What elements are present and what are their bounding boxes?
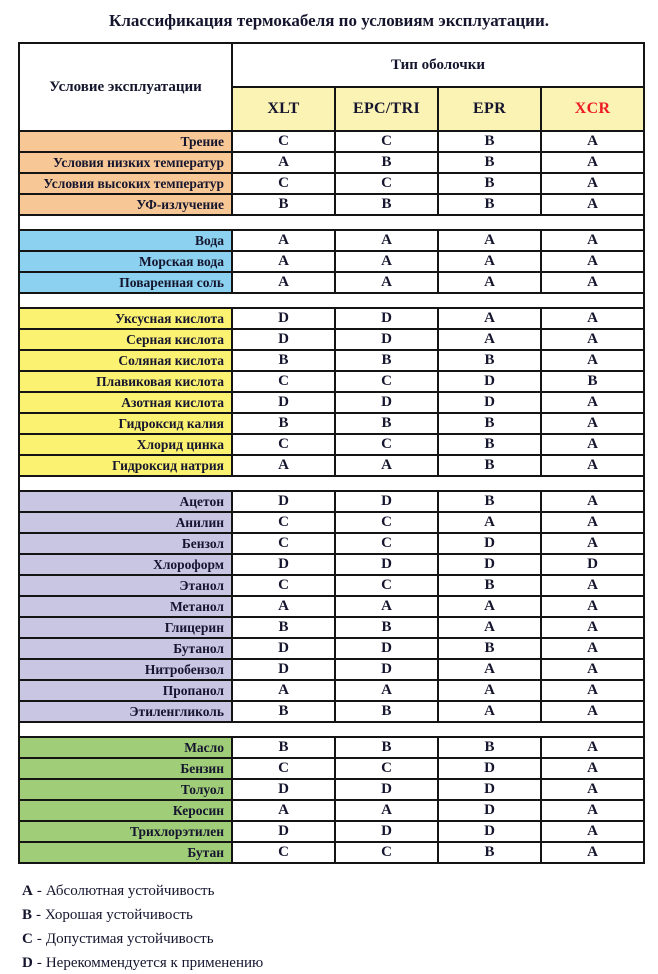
grade-cell: A xyxy=(438,512,541,533)
grade-cell: D xyxy=(438,392,541,413)
legend-item-b xyxy=(22,906,658,925)
grade-cell: A xyxy=(541,413,644,434)
grade-cell: A xyxy=(541,455,644,476)
grade-cell: A xyxy=(438,230,541,251)
grade-cell: D xyxy=(541,554,644,575)
grade-cell: A xyxy=(541,350,644,371)
row-label: Пропанол xyxy=(19,680,232,701)
table-row xyxy=(19,413,644,434)
table-row xyxy=(19,329,644,350)
table-row xyxy=(19,392,644,413)
row-label: Метанол xyxy=(19,596,232,617)
grade-cell: A xyxy=(541,230,644,251)
grade-cell: B xyxy=(438,737,541,758)
grade-cell: D xyxy=(232,821,335,842)
grade-cell: A xyxy=(335,272,438,293)
grade-cell: C xyxy=(232,533,335,554)
grade-cell: B xyxy=(335,152,438,173)
legend-key: A xyxy=(22,883,33,899)
column-header-xcr: XCR xyxy=(541,87,644,131)
grade-cell: A xyxy=(232,251,335,272)
table-row xyxy=(19,251,644,272)
legend-separator: - xyxy=(36,931,42,947)
grade-cell: A xyxy=(232,800,335,821)
grade-cell: B xyxy=(232,350,335,371)
row-label: Этиленгликоль xyxy=(19,701,232,722)
grade-cell: C xyxy=(335,173,438,194)
grade-cell: B xyxy=(335,617,438,638)
table-row xyxy=(19,554,644,575)
grade-cell: D xyxy=(335,491,438,512)
grade-cell: B xyxy=(438,152,541,173)
grade-cell: B xyxy=(438,194,541,215)
grade-cell: D xyxy=(438,371,541,392)
grade-cell: B xyxy=(438,173,541,194)
row-label: Бутанол xyxy=(19,638,232,659)
row-label: Морская вода xyxy=(19,251,232,272)
grade-cell: B xyxy=(438,131,541,152)
grade-cell: A xyxy=(335,680,438,701)
grade-cell: A xyxy=(438,701,541,722)
grade-cell: A xyxy=(541,308,644,329)
grade-cell: D xyxy=(232,491,335,512)
row-label: Бутан xyxy=(19,842,232,863)
table-row xyxy=(19,512,644,533)
row-label: Серная кислота xyxy=(19,329,232,350)
grade-cell: B xyxy=(335,701,438,722)
grade-cell: A xyxy=(541,272,644,293)
grade-cell: D xyxy=(438,533,541,554)
row-label: Условия низких температур xyxy=(19,152,232,173)
table-row xyxy=(19,800,644,821)
grade-cell: A xyxy=(541,512,644,533)
grade-cell: C xyxy=(232,758,335,779)
row-label: Этанол xyxy=(19,575,232,596)
table-row xyxy=(19,455,644,476)
grade-cell: C xyxy=(335,533,438,554)
header-row-top xyxy=(19,43,644,87)
grade-cell: C xyxy=(335,575,438,596)
grade-cell: A xyxy=(541,173,644,194)
grade-cell: D xyxy=(438,800,541,821)
legend-desc: Абсолютная устойчивость xyxy=(45,883,215,899)
grade-cell: A xyxy=(541,821,644,842)
grade-cell: D xyxy=(232,308,335,329)
grade-cell: C xyxy=(232,131,335,152)
grade-cell: D xyxy=(232,329,335,350)
grade-cell: A xyxy=(335,251,438,272)
grade-cell: A xyxy=(335,800,438,821)
table-row xyxy=(19,152,644,173)
column-header-xlt: XLT xyxy=(232,87,335,131)
grade-cell: A xyxy=(541,491,644,512)
grade-cell: A xyxy=(541,701,644,722)
row-label: Поваренная соль xyxy=(19,272,232,293)
grade-cell: A xyxy=(232,596,335,617)
grade-cell: A xyxy=(438,329,541,350)
grade-cell: B xyxy=(541,371,644,392)
table-row xyxy=(19,638,644,659)
table-row xyxy=(19,350,644,371)
grade-cell: D xyxy=(232,659,335,680)
row-label: Условия высоких температур xyxy=(19,173,232,194)
column-header-epc-tri: EPC/TRI xyxy=(335,87,438,131)
grade-cell: B xyxy=(232,737,335,758)
grade-cell: B xyxy=(335,737,438,758)
table-row xyxy=(19,737,644,758)
grade-cell: B xyxy=(438,350,541,371)
table-row xyxy=(19,173,644,194)
group-spacer-row xyxy=(19,476,644,491)
grade-cell: D xyxy=(335,638,438,659)
grade-cell: B xyxy=(335,194,438,215)
grade-cell: D xyxy=(232,638,335,659)
legend-key: B xyxy=(22,907,33,923)
table-row xyxy=(19,371,644,392)
legend-item-d xyxy=(22,954,658,973)
corner-header-operating-condition: Условие эксплуатации xyxy=(19,43,232,131)
grade-cell: A xyxy=(541,533,644,554)
row-label: Уксусная кислота xyxy=(19,308,232,329)
row-label: Гидроксид калия xyxy=(19,413,232,434)
row-label: УФ-излучение xyxy=(19,194,232,215)
group-spacer-cell xyxy=(19,476,644,491)
grade-cell: D xyxy=(232,779,335,800)
page-title: Классификация термокабеля по условиям эксплуатации. xyxy=(109,11,549,30)
grade-cell: A xyxy=(438,680,541,701)
table-row xyxy=(19,434,644,455)
grade-cell: A xyxy=(541,737,644,758)
table-row xyxy=(19,758,644,779)
row-label: Бензол xyxy=(19,533,232,554)
grade-cell: B xyxy=(438,638,541,659)
group-spacer-cell xyxy=(19,215,644,230)
grade-cell: A xyxy=(541,131,644,152)
legend-item-a xyxy=(22,882,658,901)
table-row xyxy=(19,596,644,617)
row-label: Хлорид цинка xyxy=(19,434,232,455)
grade-cell: A xyxy=(541,194,644,215)
legend-item-c xyxy=(22,930,658,949)
grade-cell: D xyxy=(335,821,438,842)
grade-cell: A xyxy=(541,659,644,680)
table-row xyxy=(19,308,644,329)
grade-cell: A xyxy=(232,230,335,251)
legend-desc: Хорошая устойчивость xyxy=(45,907,193,923)
row-label: Трихлорэтилен xyxy=(19,821,232,842)
grade-cell: C xyxy=(335,842,438,863)
grade-cell: A xyxy=(438,251,541,272)
grade-cell: A xyxy=(541,680,644,701)
grade-cell: C xyxy=(232,512,335,533)
grade-cell: A xyxy=(232,272,335,293)
grade-cell: D xyxy=(438,554,541,575)
table-row xyxy=(19,779,644,800)
grade-cell: A xyxy=(335,596,438,617)
grade-cell: B xyxy=(232,617,335,638)
grade-cell: C xyxy=(335,131,438,152)
grade-cell: D xyxy=(232,392,335,413)
row-label: Глицерин xyxy=(19,617,232,638)
column-header-epr: EPR xyxy=(438,87,541,131)
grade-cell: A xyxy=(541,152,644,173)
grade-cell: D xyxy=(438,779,541,800)
grade-cell: C xyxy=(232,575,335,596)
grade-cell: A xyxy=(232,152,335,173)
table-row xyxy=(19,680,644,701)
legend-separator: - xyxy=(36,955,42,971)
grade-cell: A xyxy=(438,596,541,617)
grade-cell: B xyxy=(438,575,541,596)
grade-cell: A xyxy=(541,575,644,596)
row-label: Толуол xyxy=(19,779,232,800)
table-row xyxy=(19,491,644,512)
grade-cell: A xyxy=(541,596,644,617)
row-label: Плавиковая кислота xyxy=(19,371,232,392)
grade-cell: B xyxy=(438,491,541,512)
group-spacer-cell xyxy=(19,722,644,737)
grade-cell: B xyxy=(438,455,541,476)
row-label: Соляная кислота xyxy=(19,350,232,371)
grade-cell: B xyxy=(335,350,438,371)
grade-cell: A xyxy=(335,455,438,476)
legend-separator: - xyxy=(36,883,42,899)
legend-desc: Допустимая устойчивость xyxy=(45,931,214,947)
table-row xyxy=(19,533,644,554)
grade-cell: D xyxy=(335,308,438,329)
table-row xyxy=(19,701,644,722)
grade-cell: A xyxy=(541,758,644,779)
span-header-sheath-type: Тип оболочки xyxy=(232,43,644,87)
grade-cell: A xyxy=(541,800,644,821)
grade-cell: C xyxy=(335,512,438,533)
grade-cell: A xyxy=(541,392,644,413)
table-row xyxy=(19,194,644,215)
table-row xyxy=(19,230,644,251)
table-row xyxy=(19,272,644,293)
table-body xyxy=(19,131,644,863)
table-header xyxy=(19,43,644,131)
grade-cell: A xyxy=(438,272,541,293)
row-label: Трение xyxy=(19,131,232,152)
grade-cell: D xyxy=(438,758,541,779)
group-spacer-row xyxy=(19,215,644,230)
row-label: Хлороформ xyxy=(19,554,232,575)
grade-cell: C xyxy=(232,173,335,194)
grade-cell: C xyxy=(335,758,438,779)
table-row xyxy=(19,617,644,638)
grade-cell: A xyxy=(335,230,438,251)
grade-cell: A xyxy=(438,308,541,329)
grade-cell: C xyxy=(232,371,335,392)
group-spacer-row xyxy=(19,293,644,308)
group-spacer-row xyxy=(19,722,644,737)
legend-key: C xyxy=(22,931,33,947)
grade-cell: A xyxy=(232,455,335,476)
grade-cell: A xyxy=(541,638,644,659)
table-row xyxy=(19,575,644,596)
table-row xyxy=(19,131,644,152)
grade-cell: A xyxy=(541,329,644,350)
grade-cell: B xyxy=(438,842,541,863)
grade-cell: A xyxy=(541,842,644,863)
grade-cell: A xyxy=(541,434,644,455)
grade-cell: A xyxy=(232,680,335,701)
grade-cell: D xyxy=(438,821,541,842)
grade-cell: C xyxy=(335,434,438,455)
grade-cell: D xyxy=(335,392,438,413)
legend xyxy=(22,882,658,973)
grade-cell: B xyxy=(438,413,541,434)
row-label: Анилин xyxy=(19,512,232,533)
grade-cell: B xyxy=(232,194,335,215)
grade-cell: C xyxy=(232,434,335,455)
grade-cell: B xyxy=(232,701,335,722)
grade-cell: A xyxy=(438,617,541,638)
table-row xyxy=(19,659,644,680)
row-label: Бензин xyxy=(19,758,232,779)
grade-cell: A xyxy=(438,659,541,680)
row-label: Гидроксид натрия xyxy=(19,455,232,476)
grade-cell: D xyxy=(335,659,438,680)
row-label: Азотная кислота xyxy=(19,392,232,413)
grade-cell: C xyxy=(232,842,335,863)
table-row xyxy=(19,821,644,842)
group-spacer-cell xyxy=(19,293,644,308)
row-label: Вода xyxy=(19,230,232,251)
legend-desc: Нерекоммендуется к применению xyxy=(45,955,264,971)
grade-cell: A xyxy=(541,617,644,638)
grade-cell: B xyxy=(335,413,438,434)
row-label: Керосин xyxy=(19,800,232,821)
table-row xyxy=(19,842,644,863)
grade-cell: C xyxy=(335,371,438,392)
row-label: Нитробензол xyxy=(19,659,232,680)
row-label: Ацетон xyxy=(19,491,232,512)
legend-separator: - xyxy=(36,907,42,923)
row-label: Масло xyxy=(19,737,232,758)
classification-table xyxy=(18,42,645,864)
legend-key: D xyxy=(22,955,33,971)
grade-cell: B xyxy=(438,434,541,455)
grade-cell: D xyxy=(335,554,438,575)
grade-cell: D xyxy=(335,329,438,350)
grade-cell: B xyxy=(232,413,335,434)
grade-cell: A xyxy=(541,779,644,800)
grade-cell: D xyxy=(335,779,438,800)
grade-cell: A xyxy=(541,251,644,272)
grade-cell: D xyxy=(232,554,335,575)
